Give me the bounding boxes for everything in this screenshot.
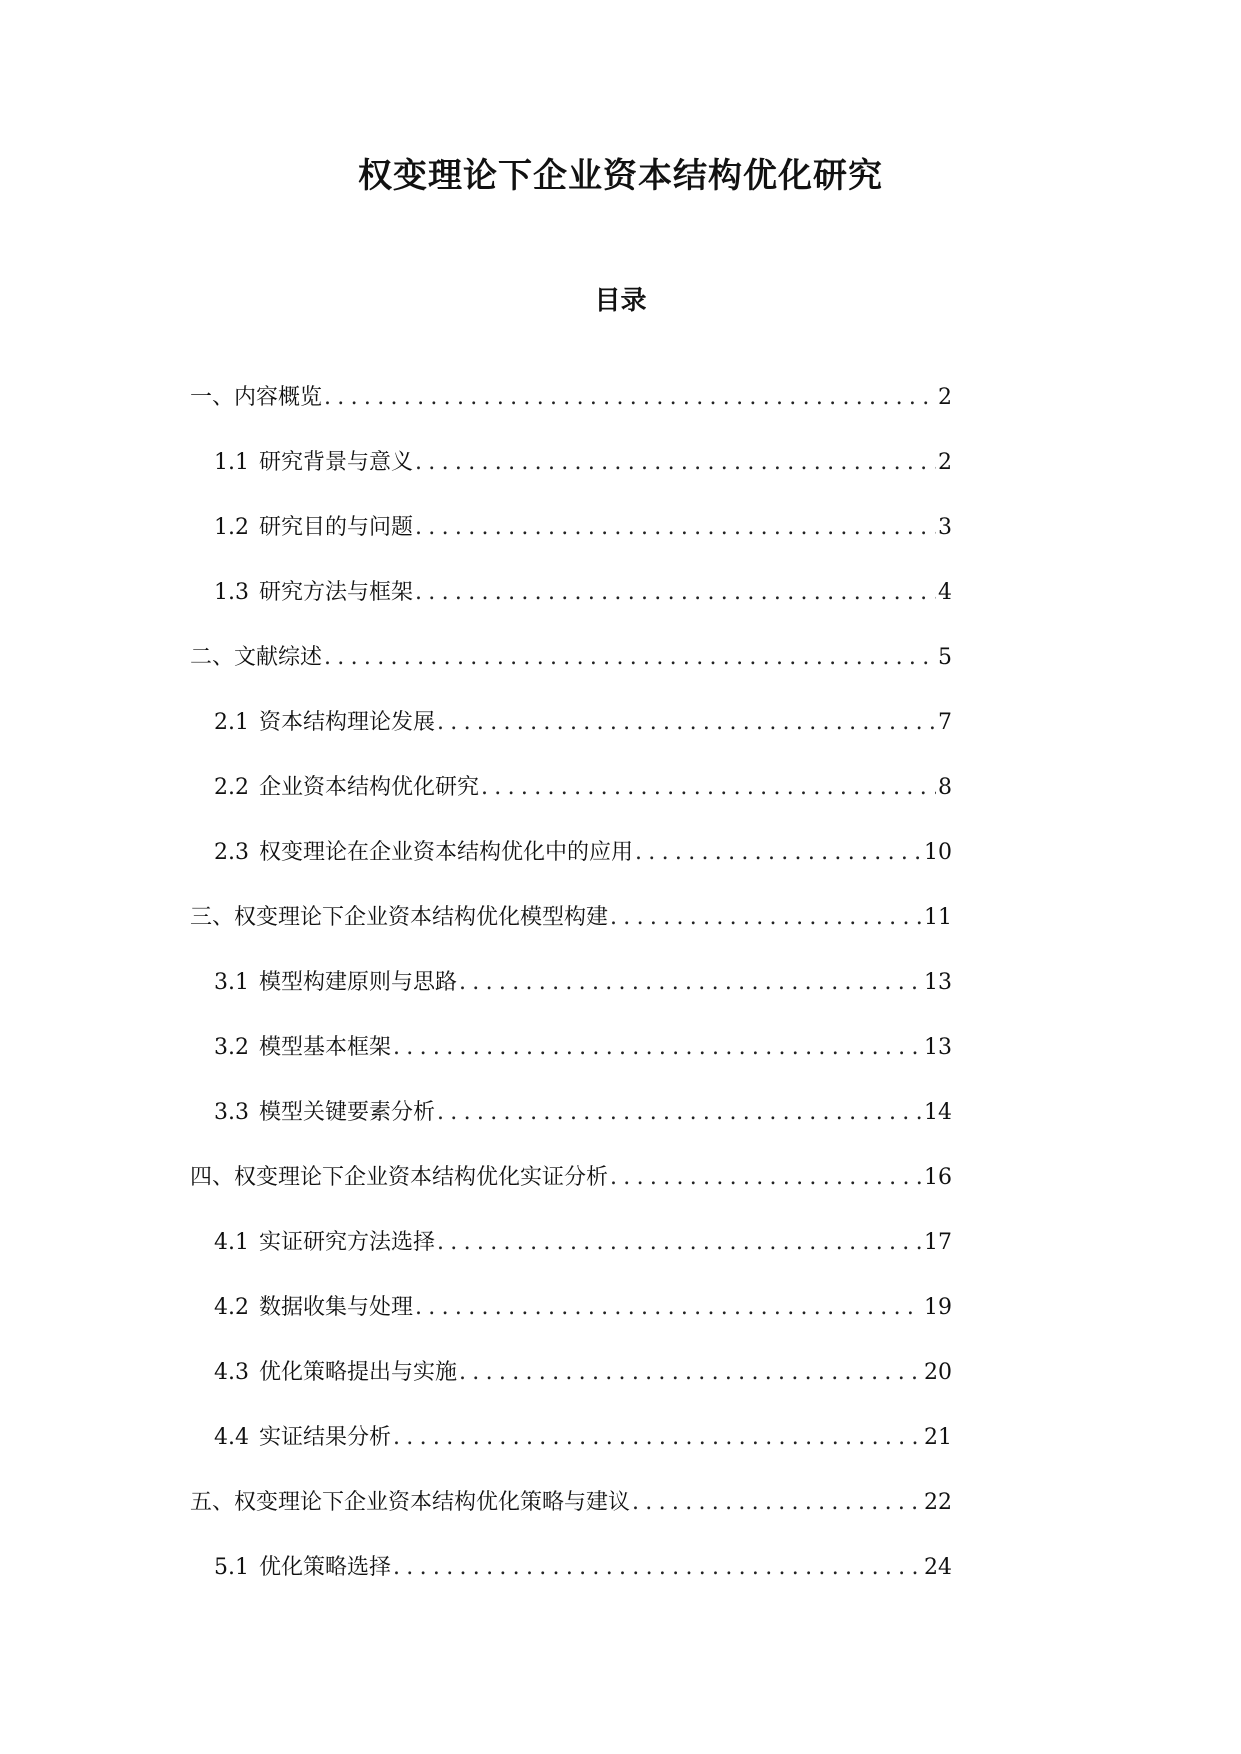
toc-entry[interactable] bbox=[190, 578, 952, 643]
toc-entry-page-number: 24 bbox=[924, 1555, 952, 1580]
toc-entry-label: 权变理论在企业资本结构优化中的应用 bbox=[259, 840, 634, 865]
toc-entry-label: 三、权变理论下企业资本结构优化模型构建 bbox=[190, 905, 609, 930]
toc-dot-leader bbox=[324, 383, 936, 413]
toc-entry-label: 模型构建原则与思路 bbox=[259, 970, 458, 995]
toc-entry-page-number: 10 bbox=[924, 840, 952, 865]
toc-entry-label: 模型基本框架 bbox=[259, 1035, 392, 1060]
toc-entry-number: 4.1 bbox=[214, 1230, 249, 1255]
toc-entry-page-number: 16 bbox=[924, 1165, 952, 1190]
toc-entry[interactable] bbox=[190, 903, 952, 968]
toc-entry-page-number: 19 bbox=[924, 1295, 952, 1320]
toc-dot-leader bbox=[393, 1553, 922, 1583]
toc-entry-page-number: 14 bbox=[924, 1100, 952, 1125]
toc-entry-number: 1.3 bbox=[214, 580, 249, 605]
toc-entry-page-number: 13 bbox=[924, 1035, 952, 1060]
toc-entry-page-number: 13 bbox=[924, 970, 952, 995]
toc-dot-leader bbox=[437, 708, 936, 738]
toc-entry-page-number: 3 bbox=[938, 515, 952, 540]
toc-dot-leader bbox=[610, 903, 922, 933]
toc-entry-number: 5.1 bbox=[214, 1555, 249, 1580]
toc-entry[interactable] bbox=[190, 1423, 952, 1488]
toc-entry-number: 4.4 bbox=[214, 1425, 249, 1450]
toc-entry-page-number: 22 bbox=[924, 1490, 952, 1515]
toc-entry-label: 二、文献综述 bbox=[190, 645, 323, 670]
toc-entry[interactable] bbox=[190, 1228, 952, 1293]
toc-entry-number: 1.2 bbox=[214, 515, 249, 540]
toc-entry-page-number: 17 bbox=[924, 1230, 952, 1255]
toc-entry-page-number: 2 bbox=[938, 385, 952, 410]
toc-entry-page-number: 21 bbox=[924, 1425, 952, 1450]
toc-entry-page-number: 11 bbox=[924, 905, 952, 930]
toc-dot-leader bbox=[393, 1033, 922, 1063]
toc-entry[interactable] bbox=[190, 773, 952, 838]
toc-entry[interactable] bbox=[190, 1488, 952, 1553]
toc-entry-number: 4.3 bbox=[214, 1360, 249, 1385]
toc-entry-page-number: 20 bbox=[924, 1360, 952, 1385]
toc-entry-number: 4.2 bbox=[214, 1295, 249, 1320]
toc-entry-number: 2.2 bbox=[214, 775, 249, 800]
toc-entry-label: 研究背景与意义 bbox=[259, 450, 414, 475]
toc-entry-label: 资本结构理论发展 bbox=[259, 710, 436, 735]
toc-entry-page-number: 8 bbox=[938, 775, 952, 800]
toc-entry-label: 研究方法与框架 bbox=[259, 580, 414, 605]
toc-entry-label: 研究目的与问题 bbox=[259, 515, 414, 540]
toc-entry-number: 3.3 bbox=[214, 1100, 249, 1125]
toc-dot-leader bbox=[437, 1098, 922, 1128]
toc-entry[interactable] bbox=[190, 1553, 952, 1618]
toc-entry[interactable] bbox=[190, 448, 952, 513]
toc-entry[interactable] bbox=[190, 968, 952, 1033]
toc-entry-page-number: 7 bbox=[938, 710, 952, 735]
toc-entry[interactable] bbox=[190, 513, 952, 578]
table-of-contents bbox=[190, 383, 960, 1618]
toc-entry-page-number: 2 bbox=[938, 450, 952, 475]
toc-entry[interactable] bbox=[190, 1098, 952, 1163]
toc-dot-leader bbox=[415, 513, 936, 543]
toc-entry-number: 2.1 bbox=[214, 710, 249, 735]
toc-entry-label: 五、权变理论下企业资本结构优化策略与建议 bbox=[190, 1490, 631, 1515]
toc-dot-leader bbox=[459, 968, 922, 998]
toc-dot-leader bbox=[437, 1228, 922, 1258]
toc-entry-number: 3.2 bbox=[214, 1035, 249, 1060]
toc-dot-leader bbox=[393, 1423, 922, 1453]
toc-entry-page-number: 5 bbox=[938, 645, 952, 670]
toc-heading: 目录 bbox=[594, 286, 647, 316]
toc-entry[interactable] bbox=[190, 708, 952, 773]
toc-entry-label: 四、权变理论下企业资本结构优化实证分析 bbox=[190, 1165, 609, 1190]
toc-entry[interactable] bbox=[190, 838, 952, 903]
toc-entry[interactable] bbox=[190, 1033, 952, 1098]
toc-dot-leader bbox=[610, 1163, 922, 1193]
toc-entry[interactable] bbox=[190, 1163, 952, 1228]
toc-entry-label: 企业资本结构优化研究 bbox=[259, 775, 480, 800]
toc-dot-leader bbox=[415, 1293, 922, 1323]
toc-entry-number: 3.1 bbox=[214, 970, 249, 995]
toc-dot-leader bbox=[324, 643, 936, 673]
toc-entry[interactable] bbox=[190, 1358, 952, 1423]
toc-entry-label: 优化策略选择 bbox=[259, 1555, 392, 1580]
toc-entry[interactable] bbox=[190, 1293, 952, 1358]
document-title: 权变理论下企业资本结构优化研究 bbox=[358, 156, 883, 196]
toc-dot-leader bbox=[632, 1488, 922, 1518]
toc-dot-leader bbox=[415, 578, 936, 608]
toc-entry-label: 一、内容概览 bbox=[190, 385, 323, 410]
toc-dot-leader bbox=[459, 1358, 922, 1388]
toc-dot-leader bbox=[481, 773, 936, 803]
toc-dot-leader bbox=[415, 448, 936, 478]
toc-entry-label: 模型关键要素分析 bbox=[259, 1100, 436, 1125]
toc-entry-label: 实证研究方法选择 bbox=[259, 1230, 436, 1255]
toc-entry-number: 2.3 bbox=[214, 840, 249, 865]
toc-entry-label: 数据收集与处理 bbox=[259, 1295, 414, 1320]
toc-entry[interactable] bbox=[190, 643, 952, 708]
toc-entry-label: 实证结果分析 bbox=[259, 1425, 392, 1450]
toc-entry-number: 1.1 bbox=[214, 450, 249, 475]
toc-dot-leader bbox=[635, 838, 922, 868]
toc-entry-page-number: 4 bbox=[938, 580, 952, 605]
toc-entry-label: 优化策略提出与实施 bbox=[259, 1360, 458, 1385]
toc-entry[interactable] bbox=[190, 383, 952, 448]
